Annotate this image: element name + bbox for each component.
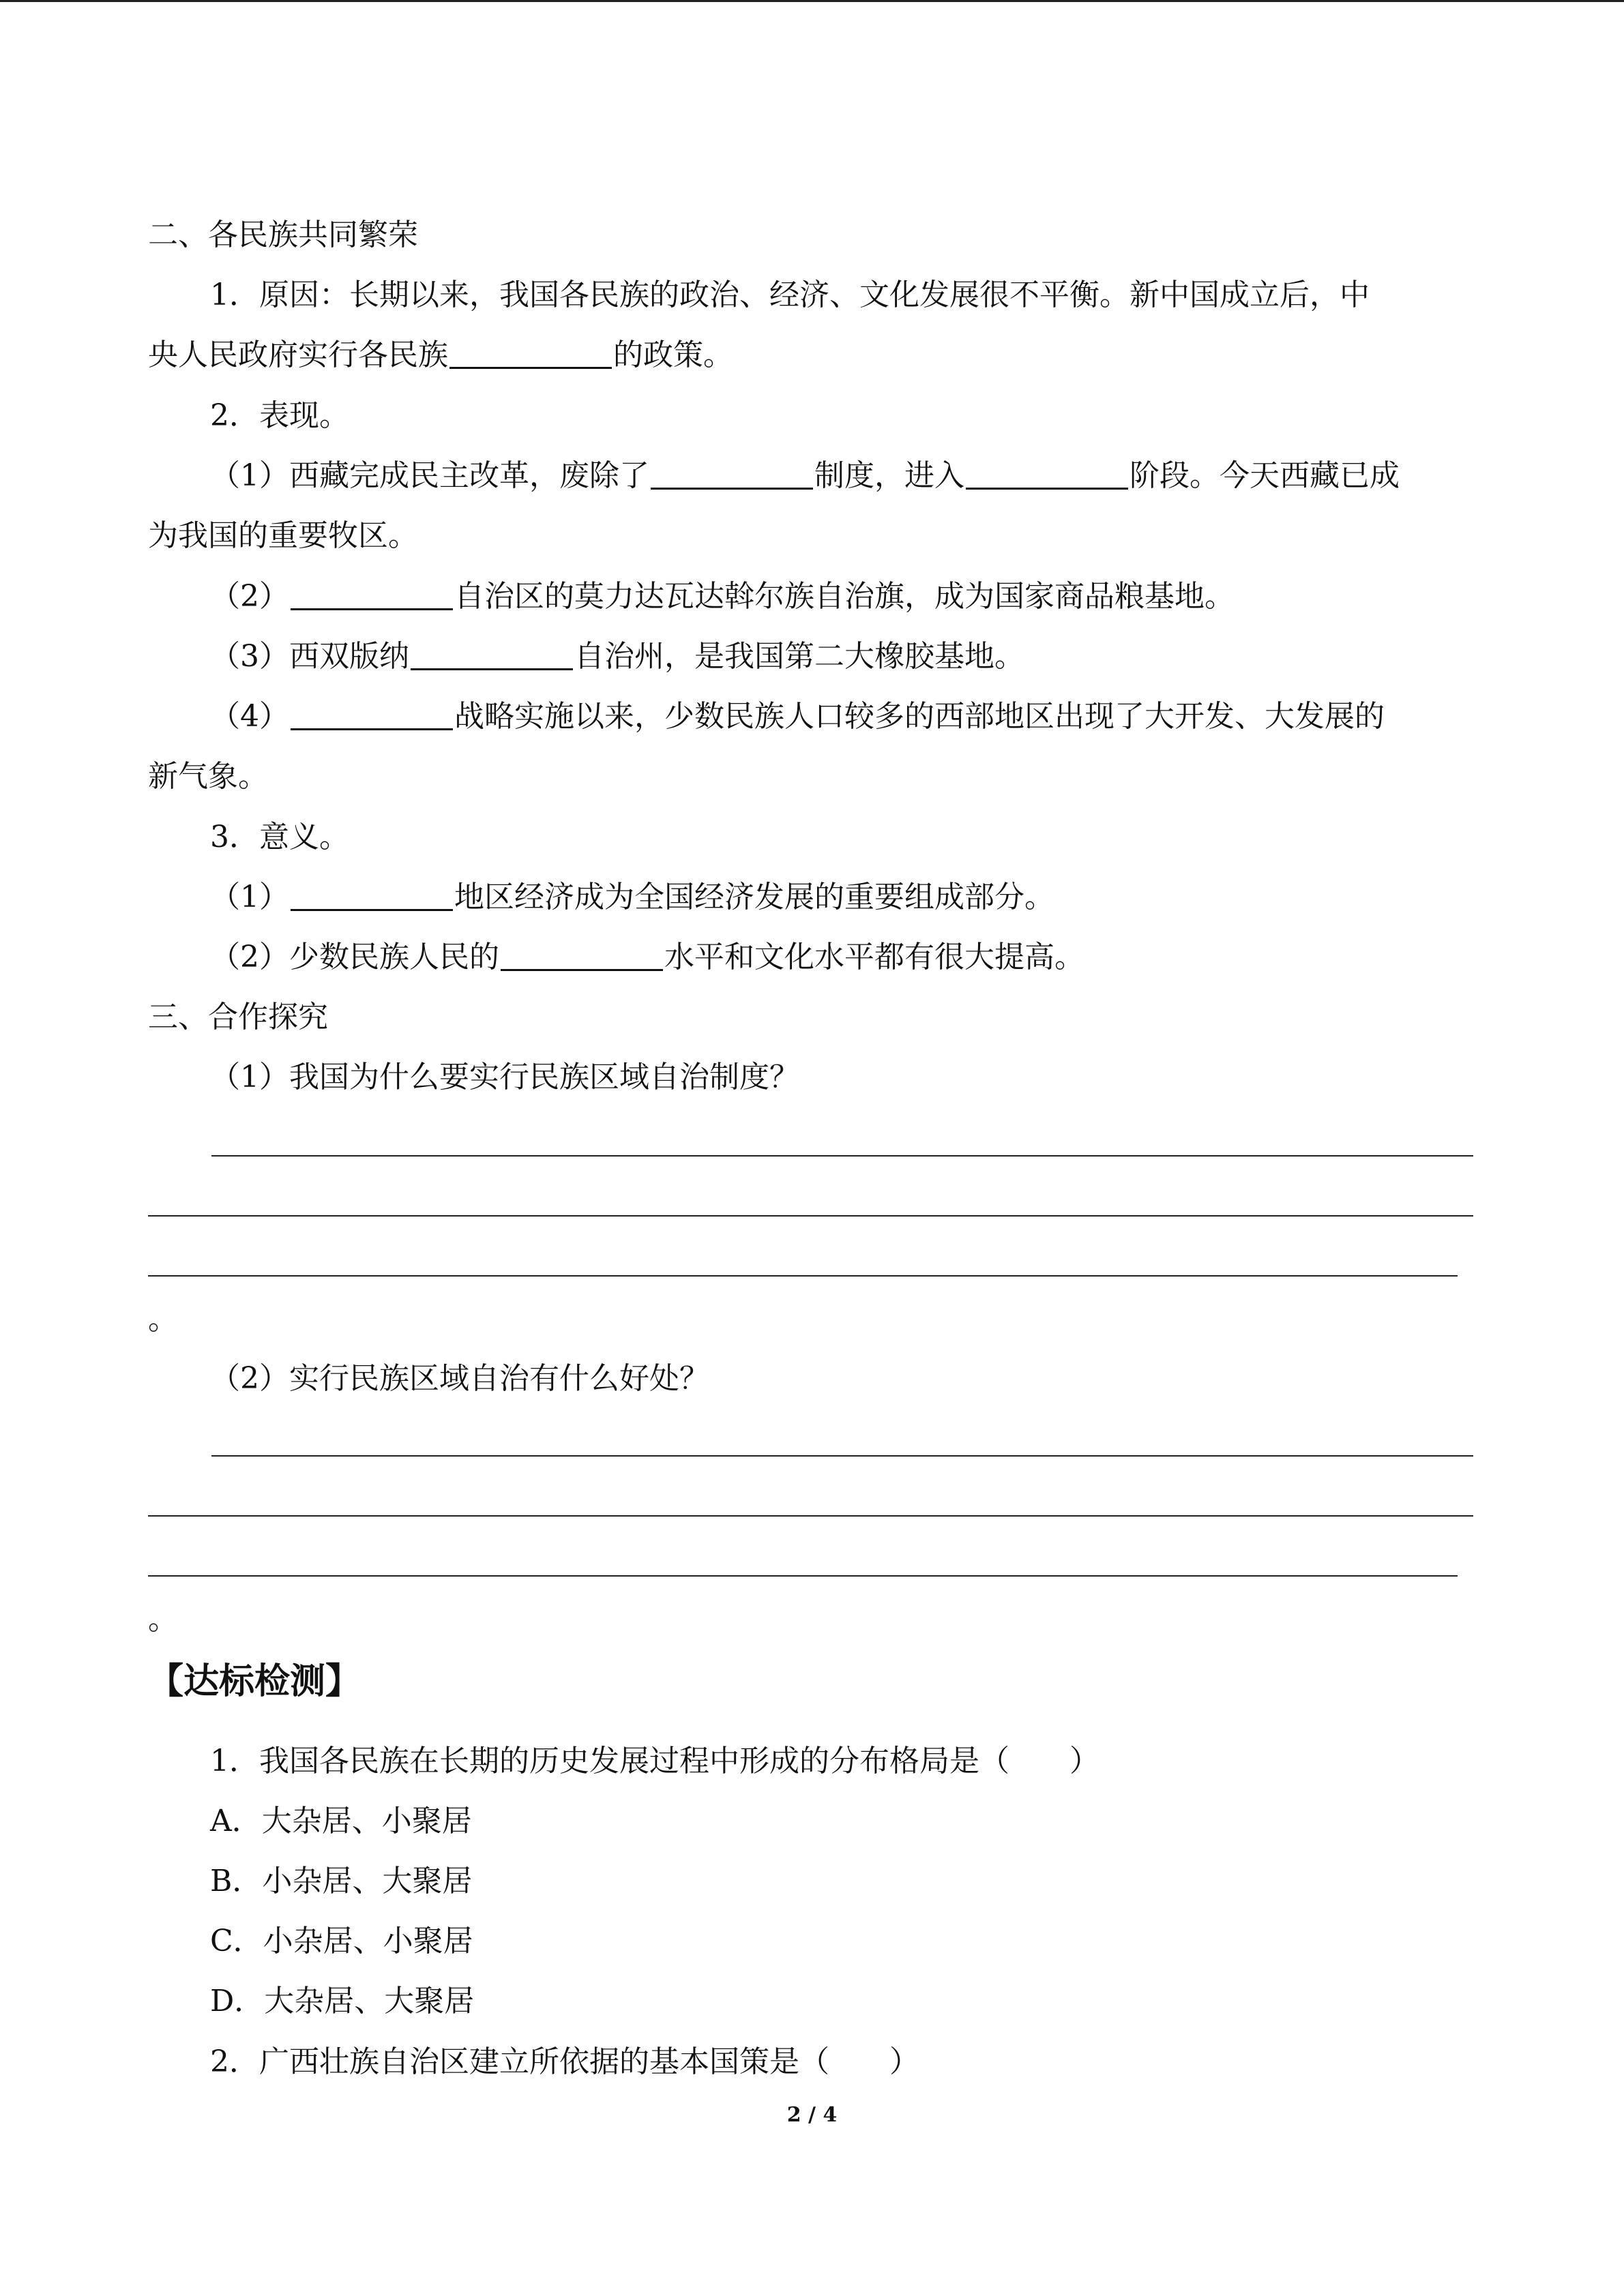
question-1: （1）我国为什么要实行民族区域自治制度？ [210,1060,799,1094]
test-heading: 【达标检测】 [148,1660,361,1702]
item-2-p2: （2） 自治区的莫力达瓦达斡尔族自治旗，成为国家商品粮基地。 [210,579,1235,614]
answer-line[interactable] [211,1155,1473,1157]
question-2: （2）实行民族区域自治有什么好处？ [210,1361,709,1396]
option-b[interactable]: B．小杂居、大聚居 [210,1864,473,1898]
fill-blank[interactable] [449,340,612,369]
section-3-title: 三、合作探究 [148,1000,328,1034]
item-1-line-2: 央人民政府实行各民族 的政策。 [148,338,733,372]
item-2-p3: （3）西双版纳 自治州，是我国第二大橡胶基地。 [210,639,1024,674]
option-d[interactable]: D．大杂居、大聚居 [210,1984,475,2018]
answer-line[interactable] [148,1575,1458,1577]
item-2-p1: （1）西藏完成民主改革，废除了 制度，进入 阶段。今天西藏已成 [210,458,1400,493]
item-2-title: 2．表现。 [210,398,349,433]
page-number: 2 / 4 [786,2103,838,2127]
answer-1-end-mark: 。 [148,1302,178,1337]
option-c[interactable]: C．小杂居、小聚居 [210,1924,473,1958]
item-2-p1-cont: 为我国的重要牧区。 [148,518,418,553]
fill-blank[interactable] [291,882,453,911]
test-question-2: 2．广西壮族自治区建立所依据的基本国策是（ ） [210,2044,919,2079]
fill-blank[interactable] [291,701,453,730]
item-3-title: 3．意义。 [210,820,349,854]
test-question-1: 1．我国各民族在长期的历史发展过程中形成的分布格局是（ ） [210,1744,1099,1778]
option-a[interactable]: A．大杂居、小聚居 [210,1804,472,1838]
item-1-line-1: 1．原因：长期以来，我国各民族的政治、经济、文化发展很不平衡。新中国成立后，中 [210,278,1370,312]
page-top-border [0,0,1624,2]
item-2-p4: （4） 战略实施以来，少数民族人口较多的西部地区出现了大开发、大发展的 [210,699,1385,734]
fill-blank[interactable] [291,581,453,610]
answer-2-end-mark: 。 [148,1602,178,1637]
fill-blank[interactable] [501,942,663,971]
section-2-title: 二、各民族共同繁荣 [148,218,418,252]
fill-blank[interactable] [651,460,813,490]
fill-blank[interactable] [411,641,573,670]
answer-line[interactable] [148,1215,1473,1217]
item-2-p4-cont: 新气象。 [148,759,268,794]
answer-line[interactable] [148,1275,1458,1277]
answer-line[interactable] [211,1455,1473,1457]
fill-blank[interactable] [966,460,1128,490]
answer-line[interactable] [148,1515,1473,1517]
item-3-p2: （2）少数民族人民的 水平和文化水平都有很大提高。 [210,940,1084,974]
item-3-p1: （1） 地区经济成为全国经济发展的重要组成部分。 [210,880,1054,914]
